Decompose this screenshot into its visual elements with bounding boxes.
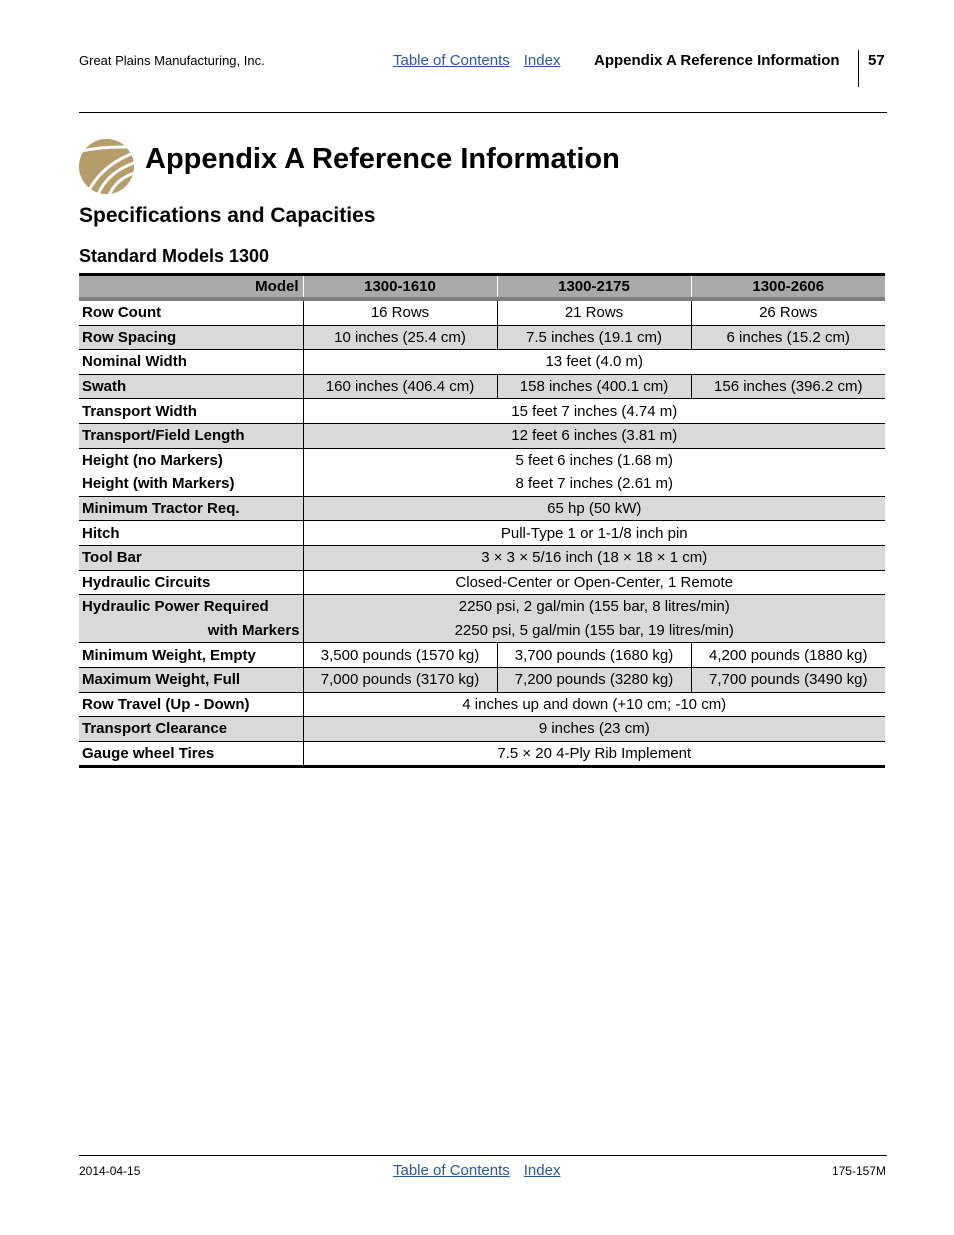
- table-cell: 15 feet 7 inches (4.74 m): [303, 399, 885, 424]
- header-cell-model-1: 1300-1610: [303, 275, 497, 300]
- table-row: [79, 472, 885, 496]
- table-cell: 5 feet 6 inches (1.68 m): [303, 448, 885, 472]
- table-row: [79, 423, 885, 448]
- row-label: Swath: [79, 374, 303, 399]
- table-cell: 160 inches (406.4 cm): [303, 374, 497, 399]
- row-label: Transport Width: [79, 399, 303, 424]
- table-cell: 65 hp (50 kW): [303, 496, 885, 521]
- row-label: Row Spacing: [79, 325, 303, 350]
- table-row: [79, 299, 885, 325]
- table-cell: Closed-Center or Open-Center, 1 Remote: [303, 570, 885, 595]
- table-row: [79, 643, 885, 668]
- table-row: [79, 521, 885, 546]
- table-row: [79, 717, 885, 742]
- footer-rule: [79, 1155, 887, 1156]
- table-heading: Standard Models 1300: [79, 246, 270, 266]
- table-row: [79, 545, 885, 570]
- table-cell: 4,200 pounds (1880 kg): [691, 643, 885, 668]
- footer-date: 2014-04-15: [79, 1164, 141, 1178]
- table-row: [79, 496, 885, 521]
- header-toc-link[interactable]: Table of Contents: [393, 52, 510, 69]
- table-row: [79, 350, 885, 375]
- row-label: Row Count: [79, 299, 303, 325]
- table-cell: 9 inches (23 cm): [303, 717, 885, 742]
- table-cell: 3,500 pounds (1570 kg): [303, 643, 497, 668]
- table-cell: 7,700 pounds (3490 kg): [691, 667, 885, 692]
- table-row: [79, 325, 885, 350]
- table-row: [79, 570, 885, 595]
- row-label: Row Travel (Up - Down): [79, 692, 303, 717]
- table-cell: 7,000 pounds (3170 kg): [303, 667, 497, 692]
- section-heading: Specifications and Capacities: [79, 204, 376, 227]
- table-cell: 7.5 inches (19.1 cm): [497, 325, 691, 350]
- header-rule: [79, 112, 887, 113]
- header-cell-model-2: 1300-2175: [497, 275, 691, 300]
- table-row: [79, 667, 885, 692]
- table-cell: 158 inches (400.1 cm): [497, 374, 691, 399]
- row-label: Hydraulic Circuits: [79, 570, 303, 595]
- footer-toc-link[interactable]: Table of Contents: [393, 1162, 510, 1179]
- row-label: Tool Bar: [79, 545, 303, 570]
- table-cell: 7,200 pounds (3280 kg): [497, 667, 691, 692]
- table-header-row: [79, 275, 885, 300]
- header-divider: [858, 50, 859, 87]
- row-label: with Markers: [79, 619, 303, 643]
- table-row: [79, 374, 885, 399]
- header-cell-model-3: 1300-2606: [691, 275, 885, 300]
- great-plains-logo-icon: [78, 138, 135, 195]
- row-label: Gauge wheel Tires: [82, 744, 215, 762]
- table-cell: 6 inches (15.2 cm): [691, 325, 885, 350]
- table-cell: 16 Rows: [303, 299, 497, 325]
- header-cell-model: Model: [79, 275, 303, 300]
- table-row: [79, 741, 885, 767]
- table-cell: 156 inches (396.2 cm): [691, 374, 885, 399]
- table-row: [79, 448, 885, 472]
- table-cell: 3 × 3 × 5/16 inch (18 × 18 × 1 cm): [303, 545, 885, 570]
- table-cell: 7.5 × 20 4-Ply Rib Implement: [303, 741, 885, 767]
- row-label: Transport Clearance: [79, 717, 303, 742]
- table-cell: 2250 psi, 2 gal/min (155 bar, 8 litres/min): [303, 595, 885, 619]
- specifications-table: [79, 273, 885, 768]
- footer-nav: [393, 1162, 560, 1179]
- table-cell: 26 Rows: [691, 299, 885, 325]
- table-row: [79, 619, 885, 643]
- table-cell: 10 inches (25.4 cm): [303, 325, 497, 350]
- table-cell: 3,700 pounds (1680 kg): [497, 643, 691, 668]
- page-title: Appendix A Reference Information: [145, 143, 620, 175]
- table-cell: Pull-Type 1 or 1-1/8 inch pin: [303, 521, 885, 546]
- page-number: 57: [868, 52, 885, 69]
- row-label: Minimum Weight, Empty: [79, 643, 303, 668]
- table-cell: 4 inches up and down (+10 cm; -10 cm): [303, 692, 885, 717]
- footer-doc-number: 175-157M: [831, 1164, 886, 1178]
- row-label: Minimum Tractor Req.: [79, 496, 303, 521]
- header-nav: [393, 52, 560, 69]
- row-label: Height (no Markers): [82, 451, 223, 469]
- row-label: Height (with Markers): [79, 472, 303, 496]
- row-label: Maximum Weight, Full: [79, 667, 303, 692]
- row-label: Hitch: [79, 521, 303, 546]
- row-label: Transport/Field Length: [79, 423, 303, 448]
- table-row: [79, 692, 885, 717]
- table-cell: 2250 psi, 5 gal/min (155 bar, 19 litres/min): [303, 619, 885, 643]
- header-section-title: Appendix A Reference Information: [594, 52, 840, 69]
- header-company: Great Plains Manufacturing, Inc.: [79, 53, 265, 68]
- row-label: Nominal Width: [79, 350, 303, 375]
- header-index-link[interactable]: Index: [523, 52, 561, 69]
- table-row: [79, 595, 885, 619]
- table-cell: 12 feet 6 inches (3.81 m): [303, 423, 885, 448]
- row-label: Hydraulic Power Required: [79, 595, 303, 619]
- table-cell: 8 feet 7 inches (2.61 m): [303, 472, 885, 496]
- table-cell: 13 feet (4.0 m): [303, 350, 885, 375]
- footer-index-link[interactable]: Index: [523, 1162, 561, 1179]
- table-row: [79, 399, 885, 424]
- table-cell: 21 Rows: [497, 299, 691, 325]
